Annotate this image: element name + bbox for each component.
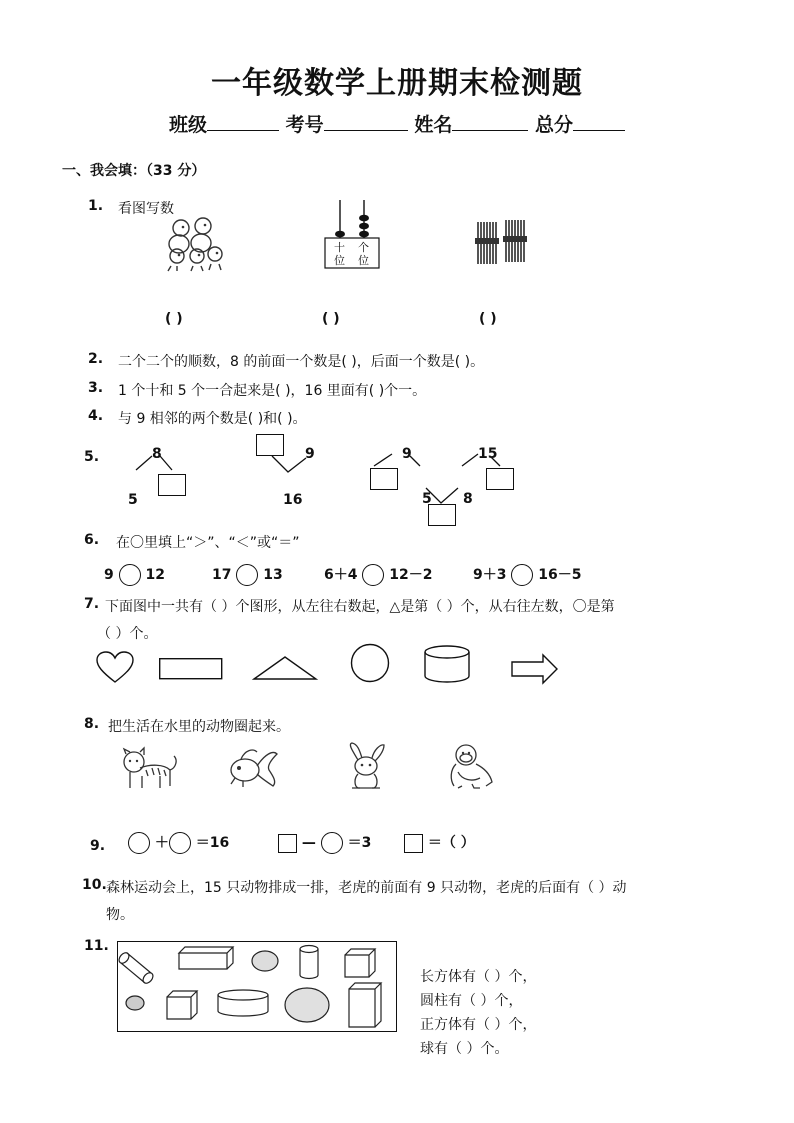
compare-circle[interactable] [236, 564, 258, 586]
compare-circle[interactable] [362, 564, 384, 586]
q1-blank-2[interactable]: ( ) [322, 311, 340, 327]
gorilla-icon[interactable] [446, 742, 496, 790]
q5-a-top: 8 [152, 446, 162, 462]
q5-a-left: 5 [128, 492, 138, 508]
goldfish-icon[interactable] [227, 746, 281, 790]
q1-blank-1[interactable]: ( ) [165, 311, 183, 327]
q6-pair-4: 9＋3 16－5 [473, 564, 581, 586]
q2-text: 二个二个的顺数，8 的前面一个数是( )，后面一个数是( )。 [118, 354, 485, 370]
q5-c-left-box[interactable] [370, 468, 398, 490]
section-heading: 一、我会填：（33 分） [62, 163, 206, 179]
q6-pair-3: 6＋4 12－2 [324, 564, 432, 586]
q5-number: 5. [84, 449, 100, 465]
q5-c-left-top: 9 [402, 446, 412, 462]
circle-shape [350, 643, 390, 683]
q5-b-answer-box[interactable] [256, 434, 284, 456]
q3-text: 1 个十和 5 个一合起来是( )，16 里面有( )个一。 [118, 383, 427, 399]
compare-circle[interactable] [119, 564, 141, 586]
score-label: 总分 [534, 114, 573, 136]
q5-a-answer-box[interactable] [158, 474, 186, 496]
rectangle-shape [159, 658, 223, 680]
q9-number: 9. [90, 838, 106, 854]
q9-circle[interactable] [321, 832, 343, 854]
q11-answer-cuboid: 长方体有（ ）个， [420, 969, 537, 985]
q9-equation-1: ＋ ＝16 [128, 832, 229, 854]
q6-number: 6. [84, 532, 100, 548]
q7-number: 7. [84, 596, 100, 612]
q4-number: 4. [88, 408, 104, 424]
name-label: 姓名 [414, 114, 453, 136]
compare-circle[interactable] [511, 564, 533, 586]
q5-c-bottom-box[interactable] [428, 504, 456, 526]
rabbit-icon[interactable] [342, 742, 390, 792]
q7-line-1: 下面图中一共有（ ）个图形，从左往右数起，△是第（ ）个，从右往左数，〇是第 [105, 599, 615, 615]
q5-b-bottom: 16 [283, 492, 303, 508]
q10-line-2: 物。 [106, 907, 134, 923]
q5-c-right-top: 15 [478, 446, 498, 462]
q11-answer-cylinder: 圆柱有（ ）个， [420, 993, 523, 1009]
q2-number: 2. [88, 351, 104, 367]
q10-number: 10. [82, 877, 107, 893]
q9-square[interactable] [404, 834, 423, 853]
q9-equation-3: ＝（ ） [404, 832, 475, 853]
q6-text: 在〇里填上“＞”、“＜”或“＝” [116, 535, 300, 551]
q1-blank-3[interactable]: ( ) [479, 311, 497, 327]
q11-answer-cube: 正方体有（ ）个， [420, 1017, 537, 1033]
q6-pair-1: 9 12 [104, 564, 165, 586]
q5-b-right: 9 [305, 446, 315, 462]
q8-number: 8. [84, 716, 100, 732]
q9-circle[interactable] [169, 832, 191, 854]
arrow-shape [511, 654, 559, 684]
q3-number: 3. [88, 380, 104, 396]
q11-answer-sphere: 球有（ ）个。 [420, 1041, 509, 1057]
q11-number: 11. [84, 938, 109, 954]
exam-no-label: 考号 [285, 114, 324, 136]
q5-c-b1: 5 [422, 491, 432, 507]
q10-line-1: 森林运动会上，15 只动物排成一排，老虎的前面有 9 只动物，老虎的后面有（ ）动 [106, 880, 627, 896]
class-label: 班级 [169, 114, 208, 136]
cylinder-shape [424, 644, 470, 684]
q7-line-2: （ ）个。 [97, 626, 158, 642]
abacus-ones-label: 个 位 [358, 241, 369, 267]
page-title: 一年级数学上册期末检测题 [211, 66, 583, 101]
q5-c-b2: 8 [463, 491, 473, 507]
solid-shapes-illustration [117, 941, 397, 1031]
abacus-tens-label: 十 位 [334, 241, 345, 267]
number-bond-lines [0, 0, 794, 540]
triangle-shape [253, 656, 317, 680]
q1-text: 看图写数 [118, 201, 174, 217]
q6-pair-2: 17 13 [212, 564, 283, 586]
q5-c-right-box[interactable] [486, 468, 514, 490]
q4-text: 与 9 相邻的两个数是( )和( )。 [118, 411, 307, 427]
q9-square[interactable] [278, 834, 297, 853]
q9-equation-2: — ＝3 [278, 832, 371, 854]
q1-number: 1. [88, 198, 104, 214]
heart-shape [96, 652, 134, 684]
q9-circle[interactable] [128, 832, 150, 854]
q8-text: 把生活在水里的动物圈起来。 [108, 719, 290, 735]
tiger-icon[interactable] [120, 746, 180, 792]
